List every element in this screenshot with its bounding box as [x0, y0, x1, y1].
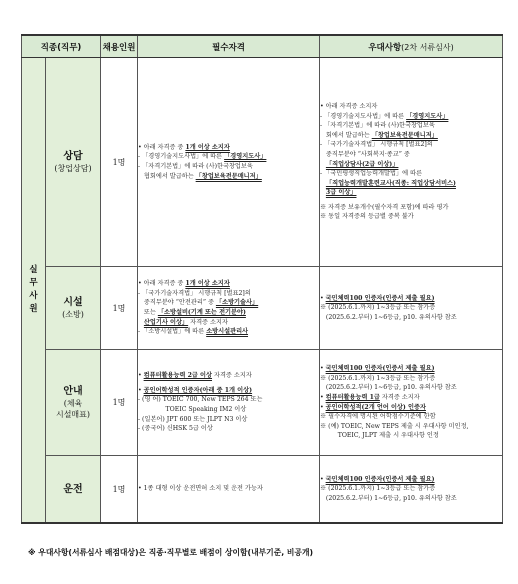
text-line — [138, 308, 319, 318]
job-cell — [46, 350, 101, 456]
plain-text: (2025.6.2.부터) 1~6등급, p10. 유의사항 참조 — [320, 313, 457, 321]
plain-text: 협회에서 발급하는 — [138, 172, 196, 180]
plain-text: 자격증 소지자 — [212, 372, 252, 380]
count-cell: 1명 — [101, 267, 138, 350]
plain-text: • 1종 대형 이상 운전면허 소지 및 운전 가능자 — [138, 485, 263, 493]
job-sub: (소방) — [62, 310, 84, 319]
highlight-text: 「소방기술사」 — [215, 299, 259, 307]
text-line — [320, 364, 502, 374]
header-row — [22, 35, 503, 58]
pref-cell — [320, 58, 503, 267]
plain-text: • 아래 자격증 중 — [138, 143, 186, 151]
job-cell — [46, 267, 101, 350]
text-line — [320, 150, 502, 160]
header-pref-note: (2차 서류심사) — [401, 42, 454, 52]
text-line — [320, 403, 502, 413]
job-sub: (창업상담) — [54, 164, 92, 173]
row-facility — [22, 267, 503, 350]
text-line — [320, 102, 502, 112]
plain-text: - 「국가기술자격법」 시행규칙 [별표2]의 — [138, 289, 251, 297]
plain-text: ※ (2025.6.1.까지) 1~3등급 또는 참가증 — [320, 485, 436, 493]
highlight-text: 소방시설관리사 — [206, 328, 249, 336]
text-line — [320, 131, 502, 141]
plain-text: - 「국가기술자격법」 시행규칙 [별표2]의 — [320, 141, 433, 149]
plain-text: • — [138, 386, 144, 394]
highlight-text: 컴퓨터활용능력 1급 — [325, 393, 380, 401]
text-line — [320, 203, 502, 213]
highlight-text: 컴퓨터활용능력 2급 이상 — [143, 372, 213, 380]
text-line — [138, 386, 319, 396]
text-line — [320, 412, 502, 422]
plain-text: 회에서 발급하는 — [320, 131, 372, 139]
required-cell — [138, 350, 320, 456]
highlight-text: 「창업보육전문매니저」 — [195, 172, 262, 180]
row-driver — [22, 456, 503, 524]
text-line — [320, 494, 502, 504]
pref-cell — [320, 350, 503, 456]
text-line — [320, 294, 502, 304]
pref-cell — [320, 267, 503, 350]
plain-text: 또는 — [138, 309, 158, 316]
job-sub: (체육 시설매표) — [55, 399, 91, 419]
plain-text: ※ 자격증 보유개수(필수자격 포함)에 따라 평가 — [320, 203, 449, 211]
plain-text: • — [320, 403, 326, 411]
highlight-text: 산업기사 이상」 — [143, 318, 189, 326]
text-line — [138, 484, 319, 494]
highlight-text: 국민체력100 인증자(인증서 제출 필요) — [325, 365, 435, 373]
text-line — [138, 279, 319, 289]
count-cell: 1명 — [101, 350, 138, 456]
plain-text: TOEIC Speaking IM2 이상 — [138, 406, 247, 413]
highlight-text: 1개 이상 소지자 — [185, 143, 230, 151]
highlight-text: 국민체력100 인증자(인증서 제출 필요) — [325, 294, 435, 302]
category-char: 원 — [29, 304, 38, 314]
category-char: 실 — [29, 265, 38, 275]
header-required: 필수자격 — [138, 35, 320, 58]
plain-text: ※ (2025.6.1.까지) 1~3등급 또는 참가증 — [320, 304, 436, 312]
highlight-text: 1개 이상 소지자 — [185, 280, 230, 288]
text-line — [320, 383, 502, 393]
text-line — [320, 121, 502, 131]
highlight-text: 「직업능력개발훈련교사(직종: 직업상담서비스) — [325, 179, 456, 187]
text-line — [320, 169, 502, 179]
row-guide — [22, 350, 503, 456]
text-line — [320, 160, 502, 170]
plain-text: • 아래 자격증 소지자 — [320, 102, 378, 110]
required-cell — [138, 456, 320, 524]
footnote: ※ 우대사항(서류심사 배점대상)은 직종·직무별로 배점이 상이함(내부기준, 비공개) — [28, 548, 314, 557]
required-cell — [138, 267, 320, 350]
text-line — [138, 289, 319, 299]
plain-text: 중직무분야 “사회복지·종교” 중 — [320, 150, 410, 158]
text-line — [138, 318, 319, 328]
plain-text: - (중국어) 신HSK 5급 이상 — [138, 425, 213, 433]
required-cell — [138, 58, 320, 267]
text-line — [138, 415, 319, 425]
plain-text: ※ (2025.6.1.까지) 1~3등급 또는 참가증 — [320, 374, 436, 382]
plain-text: - 「자격기본법」에 따라 (사)한국창업보육 — [138, 163, 253, 170]
text-line — [138, 172, 319, 182]
text-line — [138, 162, 319, 172]
plain-text: • — [320, 365, 326, 373]
job-name: 시설 — [63, 297, 83, 308]
text-line — [320, 140, 502, 150]
highlight-text: 국민체력100 인증자(인증서 제출 필요) — [325, 475, 435, 483]
text-line — [138, 405, 319, 415]
highlight-text: 「직업상담사(2급 이상)」 — [325, 160, 399, 168]
plain-text: - 「경영기술지도사법」에 따른 — [320, 112, 407, 120]
qualification-table — [21, 34, 503, 524]
text-line — [138, 327, 319, 337]
plain-text: - 「국민평생직업능력개발법」에 따른 — [320, 170, 423, 178]
plain-text: - 「자격기본법」에 따라 (사)한국창업보육 — [320, 122, 435, 130]
header-job: 직종(직무) — [22, 35, 101, 58]
header-pref — [320, 35, 503, 58]
text-line — [320, 313, 502, 323]
text-line — [320, 303, 502, 313]
plain-text: - (일본어) JPT 600 또는 JLPT N3 이상 — [138, 415, 248, 423]
text-line — [138, 152, 319, 162]
plain-text: • — [320, 393, 326, 401]
text-line — [320, 475, 502, 485]
category-char: 무 — [29, 278, 38, 288]
job-name: 상담 — [63, 151, 83, 162]
highlight-text: 3급 이상」 — [325, 189, 357, 197]
plain-text: 자격증 소지자 — [188, 318, 228, 326]
pref-cell — [320, 456, 503, 524]
header-pref-label: 우대사항 — [368, 42, 402, 53]
text-line — [320, 179, 502, 189]
highlight-text: 「소방설비(기계 또는 전기분야) — [157, 309, 246, 316]
job-cell — [46, 58, 101, 267]
plain-text: ※ (예) TOEIC, New TEPS 제출 시 우대사항 미인정, — [320, 422, 469, 430]
plain-text: (2025.6.2.부터) 1~6등급, p10. 유의사항 참조 — [320, 494, 457, 502]
highlight-text: 「경영지도사」 — [406, 112, 449, 120]
plain-text: - (영 어) TOEIC 700, New TEPS 264 또는 — [138, 396, 263, 404]
highlight-text: 공인어학성적 인증자(아래 중 1개 이상) — [143, 386, 253, 394]
job-name: 운전 — [63, 483, 83, 495]
text-line — [320, 112, 502, 122]
text-line — [320, 431, 502, 441]
highlight-text: 공인어학성적(2개 언어 이상) 인증자 — [325, 403, 426, 411]
text-line — [138, 298, 319, 308]
plain-text: ※ 동일 자격증의 등급별 중복 불가 — [320, 213, 414, 221]
text-line — [320, 422, 502, 432]
highlight-text: 「창업보육전문매니저」 — [371, 131, 438, 139]
plain-text: - 「경영기술지도사법」에 따른 — [138, 153, 225, 161]
plain-text: TOEIC, JLPT 제출 시 우대사항 인정 — [320, 432, 439, 440]
text-line — [320, 393, 502, 403]
plain-text: (2025.6.2.부터) 1~6등급, p10. 유의사항 참조 — [320, 384, 457, 392]
plain-text: • 아래 자격증 중 — [138, 280, 186, 288]
text-line — [138, 395, 319, 405]
job-name: 안내 — [63, 386, 83, 397]
text-line — [138, 424, 319, 434]
text-line — [320, 484, 502, 494]
plain-text: - 「소방시설법」에 따른 — [138, 328, 207, 336]
header-count: 채용인원 — [101, 35, 138, 58]
category-char: 사 — [29, 291, 38, 301]
plain-text: • — [138, 372, 144, 380]
text-line — [320, 212, 502, 222]
plain-text: • — [320, 294, 326, 302]
plain-text: • — [320, 475, 326, 483]
plain-text: ※ 필수자격에 명시된 어학점수기준에 한함 — [320, 413, 436, 421]
count-cell: 1명 — [101, 456, 138, 524]
text-line — [138, 371, 319, 381]
plain-text: 중직무분야 “안전관리” 중 — [138, 299, 216, 307]
count-cell: 1명 — [101, 58, 138, 267]
plain-text: 자격증 소지자 — [379, 393, 420, 401]
category-cell — [22, 58, 46, 524]
text-line — [320, 374, 502, 384]
text-line — [138, 143, 319, 153]
text-line — [320, 188, 502, 198]
row-counsel — [22, 58, 503, 267]
highlight-text: 「경영지도사」 — [224, 153, 267, 161]
job-cell — [46, 456, 101, 524]
